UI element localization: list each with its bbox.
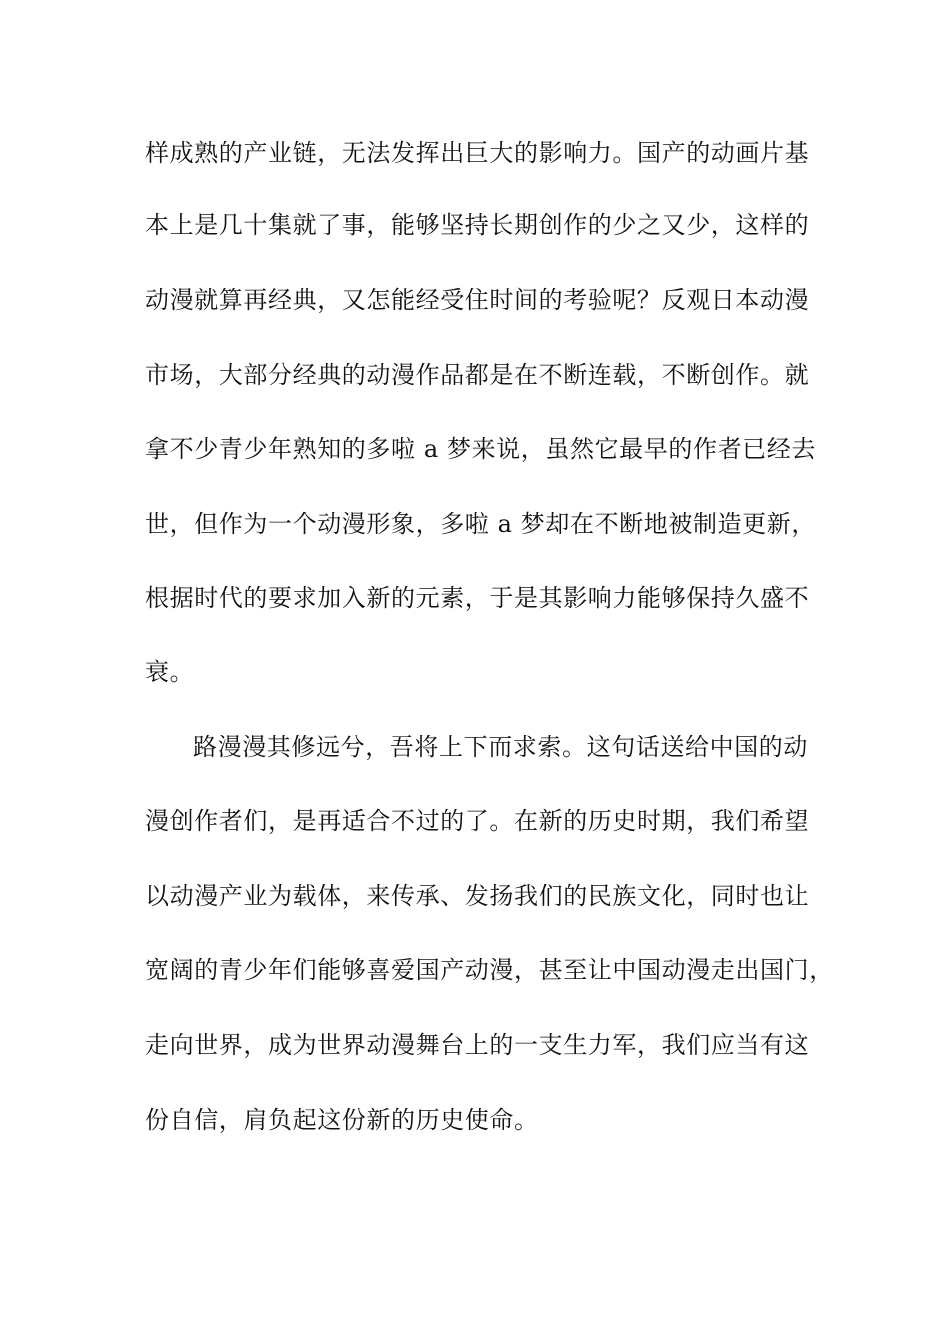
text-line: 世，但作为一个动漫形象，多啦 a 梦却在不断地被制造更新， [145, 510, 816, 538]
text-line: 以动漫产业为载体，来传承、发扬我们的民族文化，同时也让 [145, 882, 810, 910]
text-line: 根据时代的要求加入新的元素，于是其影响力能够保持久盛不 [145, 584, 810, 612]
text-line: 宽阔的青少年们能够喜爱国产动漫，甚至让中国动漫走出国门， [145, 956, 834, 984]
text-line: 动漫就算再经典，又怎能经受住时间的考验呢？反观日本动漫 [145, 286, 810, 314]
text-line: 漫创作者们，是再适合不过的了。在新的历史时期，我们希望 [145, 807, 810, 835]
text-line: 拿不少青少年熟知的多啦 a 梦来说，虽然它最早的作者已经去 [145, 435, 816, 463]
text-line: 份自信，肩负起这份新的历史使命。 [145, 1106, 539, 1134]
text-line: 走向世界，成为世界动漫舞台上的一支生力军，我们应当有这 [145, 1031, 810, 1059]
text-line: 样成熟的产业链，无法发挥出巨大的影响力。国产的动画片基 [145, 139, 810, 167]
text-line: 市场，大部分经典的动漫作品都是在不断连载，不断创作。就 [145, 361, 810, 389]
text-line: 衰。 [145, 658, 195, 686]
text-line: 本上是几十集就了事，能够坚持长期创作的少之又少，这样的 [145, 211, 810, 239]
paragraph-start-line: 路漫漫其修远兮，吾将上下而求索。这句话送给中国的动 [193, 733, 808, 761]
